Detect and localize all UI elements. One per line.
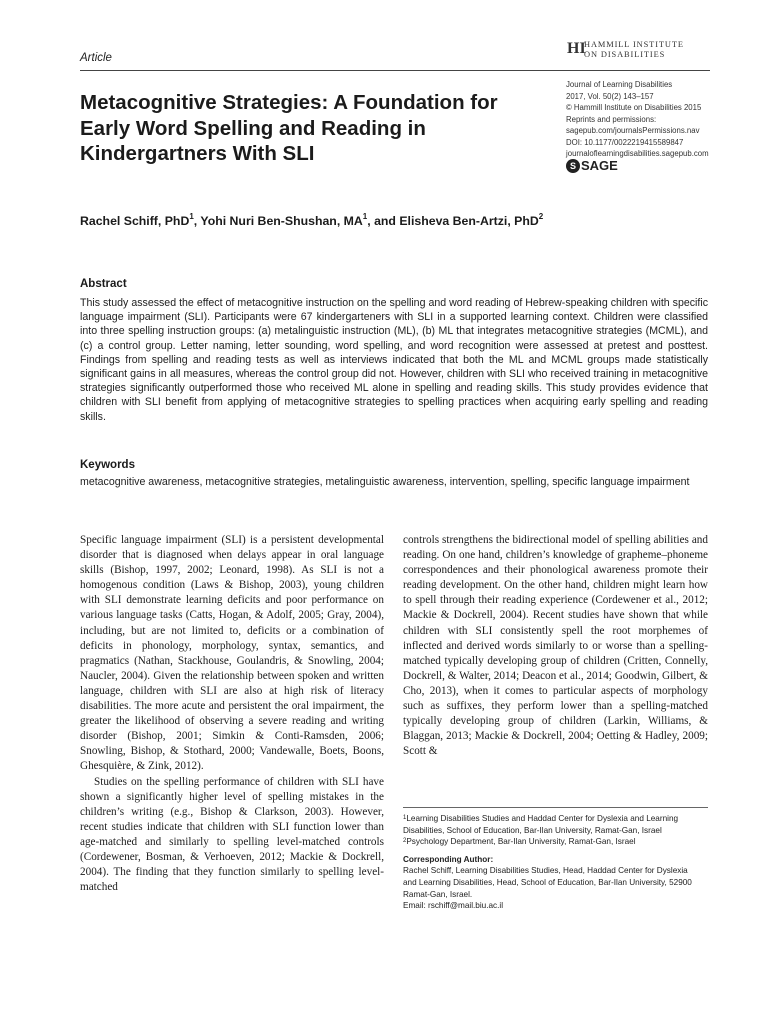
journal-volume: 2017, Vol. 50(2) 143–157: [566, 91, 654, 101]
publisher-name-line1: HAMMILL INSTITUTE: [584, 40, 684, 49]
doi-line[interactable]: DOI: 10.1177/0022219415589847: [566, 137, 684, 147]
keywords-text: metacognitive awareness, metacognitive strategies, metalinguistic awareness, intervention, spelling, specific language impairment: [80, 476, 690, 488]
sage-logo: [566, 158, 618, 173]
reprints-line: Reprints and permissions:: [566, 114, 657, 124]
author-separator: ,: [193, 214, 201, 228]
author-separator: , and: [367, 214, 400, 228]
author-name: Elisheva Ben-Artzi, PhD: [399, 214, 539, 228]
journal-name: Journal of Learning Disabilities: [566, 80, 673, 89]
footnote-text: Psychology Department, Bar-Ilan University, Ramat-Gan, Israel: [406, 837, 636, 847]
body-paragraph: Specific language impairment (SLI) is a persistent developmental disorder that is diagnosed when delays appear in oral language skills (Bishop, 1997, 2002; Leonard, 1998). As SLI is not a homogenous condition (Laws & Bishop, 2003), young children with SLI demonstrate learning deficits and poor performance on various language tasks (Catts, Hogan, & Adolf, 2005; Gray, 2004), including, but are not limited to, deficits or a combination of deficits in phonology, morphology, syntax, semantics, and pragmatics (Nathan, Stackhouse, Goulandris, & Snowling, 2004; Naucler, 2004). Given the relationship between spoken and written language, children with SLI are also at high risk of literacy disabilities. The more acute and persistent the oral impairment, the greater the likelihood of observing a severe reading and writing disorder (Bishop, 2001; Simkin & Conti-Ramsden, 2006; Snowling, Bishop, & Stothard, 2000; Vandewalle, Boets, Boons, Ghesquière, & Zink, 2012).: [80, 534, 384, 773]
body-right-column: [403, 533, 708, 759]
author-affiliation-mark: 2: [538, 212, 544, 221]
footnote-rule: [403, 807, 708, 808]
article-type-label: Article: [80, 52, 112, 64]
publisher-logo: [567, 40, 684, 59]
author-affiliation-mark: 1: [189, 212, 194, 221]
article-title: Metacognitive Strategies: A Foundation for Early Word Spelling and Reading in Kindergartners With SLI: [80, 91, 498, 165]
abstract-heading: Abstract: [80, 278, 127, 290]
publisher-name-line2: ON DISABILITIES: [584, 50, 666, 59]
author-affiliation-mark: 1: [362, 212, 368, 221]
keywords-heading: Keywords: [80, 459, 135, 471]
affiliation-footnote-1: [403, 813, 703, 836]
permissions-link[interactable]: sagepub.com/journalsPermissions.nav: [566, 126, 700, 135]
author-list: [80, 214, 543, 228]
publisher-initials: HI: [567, 40, 586, 57]
author-name: Rachel Schiff, PhD: [80, 214, 190, 228]
journal-site-link[interactable]: journaloflearningdisabilities.sagepub.com: [566, 149, 709, 158]
sage-mark-icon: S: [566, 159, 580, 173]
journal-info-block: [566, 79, 726, 160]
footnotes-block: [403, 813, 703, 912]
corresponding-author-heading: Corresponding Author:: [403, 854, 494, 864]
header-rule: [80, 70, 710, 71]
body-paragraph: Studies on the spelling performance of children with SLI have shown a significantly higher level of spelling mistakes in the children’s writing (e.g., Bishop & Clarkson, 2003). However, recent studies indicate that children with SLI function lower than age-matched and similarly to spelling level-matched controls (Cordewener, Bosman, & Verhoeven, 2012; Mackie & Dockrell, 2004). The finding that they function similarly to spelling level-matched: [80, 775, 384, 894]
corresponding-author-email[interactable]: Email: rschiff@mail.biu.ac.il: [403, 901, 504, 911]
abstract-text: This study assessed the effect of metacognitive instruction on the spelling and word reading of Hebrew-speaking children with specific language impairment (SLI). Participants were 67 kindergarteners with SLI in a supported learning context. Children were classified into three spelling instruction groups: (a) metalinguistic instruction (ML), (b) ML that integrates metacognitive strategies (MCML), and (c) a control group. Letter naming, letter sounding, word spelling, and word recognition were assessed at pretest and posttest. Findings from spelling and reading tests as well as interviews indicated that both the ML and MCML groups made statistically significant gains in all measures, whereas the control group did not. However, children with SLI who received training in metacognitive strategies significantly outperformed those who received ML alone in spelling and reading skills. This study provides evidence that children with SLI benefit from applying of metacognitive strategies to spelling practices when acquiring early spelling and reading skills.: [80, 297, 708, 423]
footnote-mark: 2: [403, 838, 407, 845]
footnote-mark: 1: [403, 815, 407, 821]
author-name: Yohi Nuri Ben-Shushan, MA: [200, 214, 363, 228]
body-left-column: [80, 533, 384, 895]
affiliation-footnote-2: [403, 836, 703, 848]
corresponding-author-text: Rachel Schiff, Learning Disabilities Studies, Head, Haddad Center for Dyslexia and Learning Disabilities, Head, School of Education, Bar-Ilan University, 52900 Ramat-Gan, Israel.: [403, 866, 692, 899]
footnote-text: Learning Disabilities Studies and Haddad Center for Dyslexia and Learning Disabilities, School of Education, Bar-Ilan University, Ramat-Gan, Israel: [403, 814, 679, 835]
sage-logo-text: SAGE: [581, 158, 618, 173]
copyright-line: © Hammill Institute on Disabilities 2015: [566, 103, 702, 112]
body-paragraph: controls strengthens the bidirectional model of spelling abilities and reading. On one hand, children’s knowledge of grapheme–phoneme correspondences and their phonological awareness promote their reading development. On the other hand, children might learn how to spell through their reading experience (Cordewener et al., 2012; Mackie & Dockrell, 2004). Recent studies have shown that while children with SLI consistently spell the root morphemes of inflected and derived words similarly to or worse than a spelling-matched typically developing group of children (Critten, Connelly, Dockrell, & Walter, 2014; Deacon et al., 2014; Goodwin, Gilbert, & Cho, 2013), when it comes to particular aspects of morphology such as suffixes, they perform lower than a spelling-matched typically developing group of children (Larkin, Williams, & Blaggan, 2013; Mackie & Dockrell, 2004; Oetting & Hadley, 2009; Scott &: [403, 534, 708, 758]
